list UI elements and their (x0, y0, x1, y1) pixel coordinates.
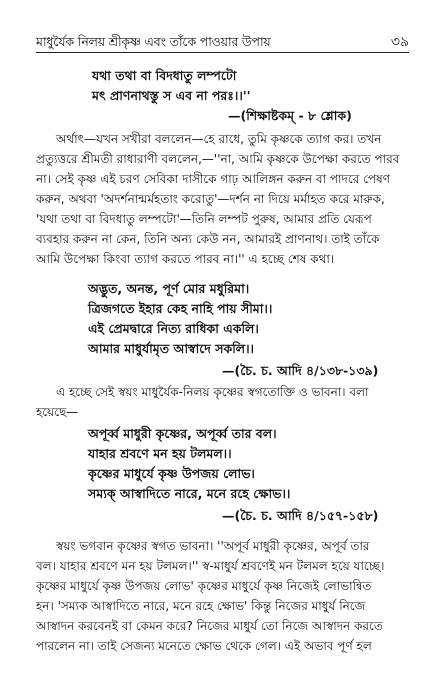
verse2-line-4: সম্যক্ আস্বাদিতে নারে, মনে রহে ক্ষোভ।। (88, 486, 291, 501)
verse1-line-1: অদ্ভুত, অনন্ত, পূর্ণ মোর মধুরিমা। (88, 281, 250, 296)
quote1-citation: —(শিক্ষাষ্টকম্ - ৮ শ্লোক) (228, 108, 352, 123)
para3-line-4: হন। 'সম্যক আস্বাদিতে নারে, মনে রহে ক্ষোভ' কিন্তু নিজের মাধুর্য নিজে (36, 599, 366, 613)
para3-line-6: পারলেন না। তাই সেজন্য মনেতে ক্ষোভ থেকে গেল। এই অভাব পূর্ণ হল (36, 639, 372, 653)
para1-line-1: অর্থাৎ—যখন সখীরা বললেন—হে রাধে, তুমি কৃষ্ণকে ত্যাগ কর। তখন (56, 132, 382, 146)
running-header (36, 30, 409, 54)
page-number: ৩৯ (390, 34, 409, 50)
verse2-line-3: কৃষ্ণের মাধুর্যে কৃষ্ণ উপজয় লোভ। (88, 466, 255, 481)
verse1-line-3: এই প্রেমদ্বারে নিত্য রাধিকা একলি। (88, 321, 259, 336)
verse2-line-1: অপূর্ব্ব মাধুরী কৃষ্ণের, অপূর্ব্ব তার বল। (88, 426, 277, 441)
para1-line-2: প্রত্যুত্তরে শ্রীমতী রাধারাণী বললেন,—''না, আমি কৃষ্ণকে উপেক্ষা করতে পারব (36, 152, 400, 166)
verse1-line-2: ত্রিজগতে ইহার কেহ নাহি পায় সীমা।। (88, 301, 273, 316)
quote1-line-2: মৎ প্রাণনাথস্তু স এব না পরঃ।।'' (92, 88, 251, 103)
para3-line-2: বল। যাহার শ্রবণে মন হয় টলমল।'' স্ব-মাধুর্য শ্রবণেই মন টলমল হয়ে যাচ্ছে। (36, 559, 385, 573)
quote1-line-1: যথা তথা বা বিদধাতু লম্পটো (92, 68, 237, 83)
header-title: মাধুর্যৈক নিলয় শ্রীকৃষ্ণ এবং তাঁকে পাওয়ার উপায় (36, 34, 271, 49)
para3-line-1: স্বয়ং ভগবান কৃষ্ণের স্বগত ভাবনা। ''অপূর্ব মাধুরী কৃষ্ণের, অপূর্ব তার (56, 539, 370, 553)
para1-line-7: আমি উপেক্ষা কিংবা ত্যাগ করতে পারব না।'' এ হচ্ছে শেষ কথা। (36, 252, 335, 266)
header-rule (36, 52, 409, 53)
para2-line-1: এ হচ্ছে সেই স্বয়ং মাধুর্যৈক-নিলয় কৃষ্ণের স্বগতোক্তি ও ভাবনা। বলা (56, 385, 369, 399)
para3-line-3: কৃষ্ণের মাধুর্যে কৃষ্ণ উপজয় লোভ' কৃষ্ণের মাধুর্যে কৃষ্ণ নিজেই লোভান্বিত (36, 579, 372, 593)
verse2-citation: —(চৈ. চ. আদি ৪/১৫৭-১৫৮) (222, 508, 379, 523)
verse1-line-4: আমার মাধুর্যামৃত আস্বাদে সকলি।। (88, 341, 255, 356)
verse1-citation: —(চৈ. চ. আদি ৪/১৩৮-১৩৯) (222, 363, 379, 378)
para2-line-2: হয়েছে— (36, 405, 79, 419)
para1-line-3: না। সেই কৃষ্ণ এই চরণ সেবিকা দাসীকে গাঢ় আলিঙ্গন করুন বা পাদরে পেষণ (36, 172, 390, 186)
para3-line-5: আস্বাদন করবেনই বা কেমন করে? নিজের মাধুর্য তো নিজে আস্বাদন করতে (36, 619, 383, 633)
para1-line-6: ব্যবহার করুন না কেন, তিনি অন্য কেউ নন, আমারই প্রাণনাথ। তাই তাঁকে (36, 232, 380, 246)
para1-line-4: করুন, অথবা 'অদর্শনান্মর্মহতাং করোতু'—দর্শন না দিয়ে মর্মাহত করে মারুক, (36, 192, 385, 206)
verse2-line-2: যাহার শ্রবণে মন হয় টলমল।। (88, 446, 232, 461)
para1-line-5: 'যথা তথা বা বিদধাতু লম্পটো'—তিনি লম্পট পুরুষ, আমার প্রতি যেরূপ (36, 212, 372, 226)
